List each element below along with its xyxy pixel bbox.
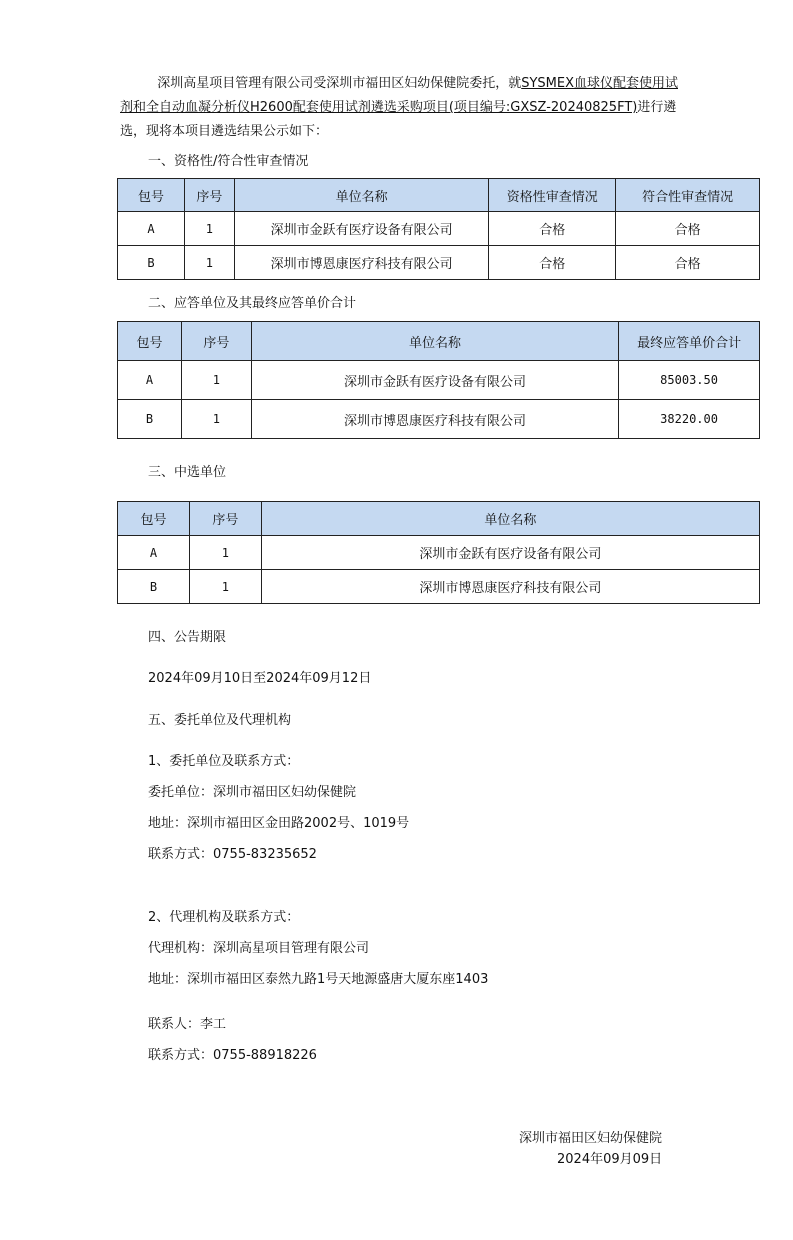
col-header: 符合性审查情况	[616, 179, 760, 212]
cell-company: 深圳市金跃有医疗设备有限公司	[261, 536, 759, 570]
col-header: 单位名称	[261, 502, 759, 536]
intro-part1: 深圳高星项目管理有限公司受深圳市福田区妇幼保健院委托，就	[157, 76, 522, 91]
cell-package: A	[118, 536, 190, 570]
section3-heading: 三、中选单位	[148, 465, 227, 480]
winner-table	[117, 501, 760, 604]
intro-paragraph	[120, 72, 680, 144]
agent-address: 地址：深圳市福田区泰然九路1号天地源盛唐大厦东座1403	[148, 972, 489, 987]
col-header: 包号	[118, 502, 190, 536]
cell-seq: 1	[189, 536, 261, 570]
col-header: 序号	[189, 502, 261, 536]
cell-company: 深圳市博恩康医疗科技有限公司	[261, 570, 759, 604]
price-table	[117, 321, 760, 439]
table-row	[118, 246, 760, 280]
table-row	[118, 570, 760, 604]
table-header-row	[118, 179, 760, 212]
cell-company: 深圳市博恩康医疗科技有限公司	[251, 400, 618, 439]
cell-seq: 1	[184, 246, 234, 280]
cell-seq: 1	[181, 400, 251, 439]
cell-package: A	[118, 212, 185, 246]
cell-package: B	[118, 400, 182, 439]
table-row	[118, 536, 760, 570]
cell-compliance: 合格	[616, 246, 760, 280]
cell-qualification: 合格	[489, 212, 616, 246]
section5-heading: 五、委托单位及代理机构	[148, 713, 292, 728]
client-contact: 联系方式：0755-83235652	[148, 847, 317, 862]
col-header: 最终应答单价合计	[619, 322, 760, 361]
cell-package: B	[118, 246, 185, 280]
col-header: 包号	[118, 322, 182, 361]
client-address: 地址：深圳市福田区金田路2002号、1019号	[148, 816, 410, 831]
signature-org: 深圳市福田区妇幼保健院	[519, 1131, 663, 1146]
cell-company: 深圳市金跃有医疗设备有限公司	[234, 212, 489, 246]
table-row	[118, 212, 760, 246]
agent-name: 代理机构：深圳高星项目管理有限公司	[148, 941, 370, 956]
table-header-row	[118, 502, 760, 536]
cell-price: 38220.00	[619, 400, 760, 439]
table-row	[118, 361, 760, 400]
col-header: 序号	[181, 322, 251, 361]
cell-company: 深圳市金跃有医疗设备有限公司	[251, 361, 618, 400]
qualification-table	[117, 178, 760, 280]
cell-compliance: 合格	[616, 212, 760, 246]
agent-heading: 2、代理机构及联系方式：	[148, 910, 300, 925]
agent-contact: 联系方式：0755-88918226	[148, 1048, 317, 1063]
col-header: 单位名称	[234, 179, 489, 212]
agent-person: 联系人：李工	[148, 1017, 227, 1032]
col-header: 包号	[118, 179, 185, 212]
cell-price: 85003.50	[619, 361, 760, 400]
section1-heading: 一、资格性/符合性审查情况	[148, 154, 309, 169]
cell-seq: 1	[189, 570, 261, 604]
cell-seq: 1	[184, 212, 234, 246]
intro-part2: 进行遴选，现将本项目遴选结果公示如下：	[120, 100, 677, 139]
section4-heading: 四、公告期限	[148, 630, 227, 645]
client-name: 委托单位：深圳市福田区妇幼保健院	[148, 785, 357, 800]
client-heading: 1、委托单位及联系方式：	[148, 754, 300, 769]
intro-project-name: SYSMEX血球仪配套使用试剂和全自动血凝分析仪H2600配套使用试剂遴选采购项目(项目编号:GXSZ-20240825FT)	[120, 76, 678, 115]
table-header-row	[118, 322, 760, 361]
col-header: 序号	[184, 179, 234, 212]
table-row	[118, 400, 760, 439]
cell-company: 深圳市博恩康医疗科技有限公司	[234, 246, 489, 280]
signature-date: 2024年09月09日	[557, 1152, 663, 1167]
announcement-period: 2024年09月10日至2024年09月12日	[148, 671, 372, 686]
cell-qualification: 合格	[489, 246, 616, 280]
cell-package: B	[118, 570, 190, 604]
section2-heading: 二、应答单位及其最终应答单价合计	[148, 296, 357, 311]
col-header: 单位名称	[251, 322, 618, 361]
col-header: 资格性审查情况	[489, 179, 616, 212]
cell-seq: 1	[181, 361, 251, 400]
cell-package: A	[118, 361, 182, 400]
